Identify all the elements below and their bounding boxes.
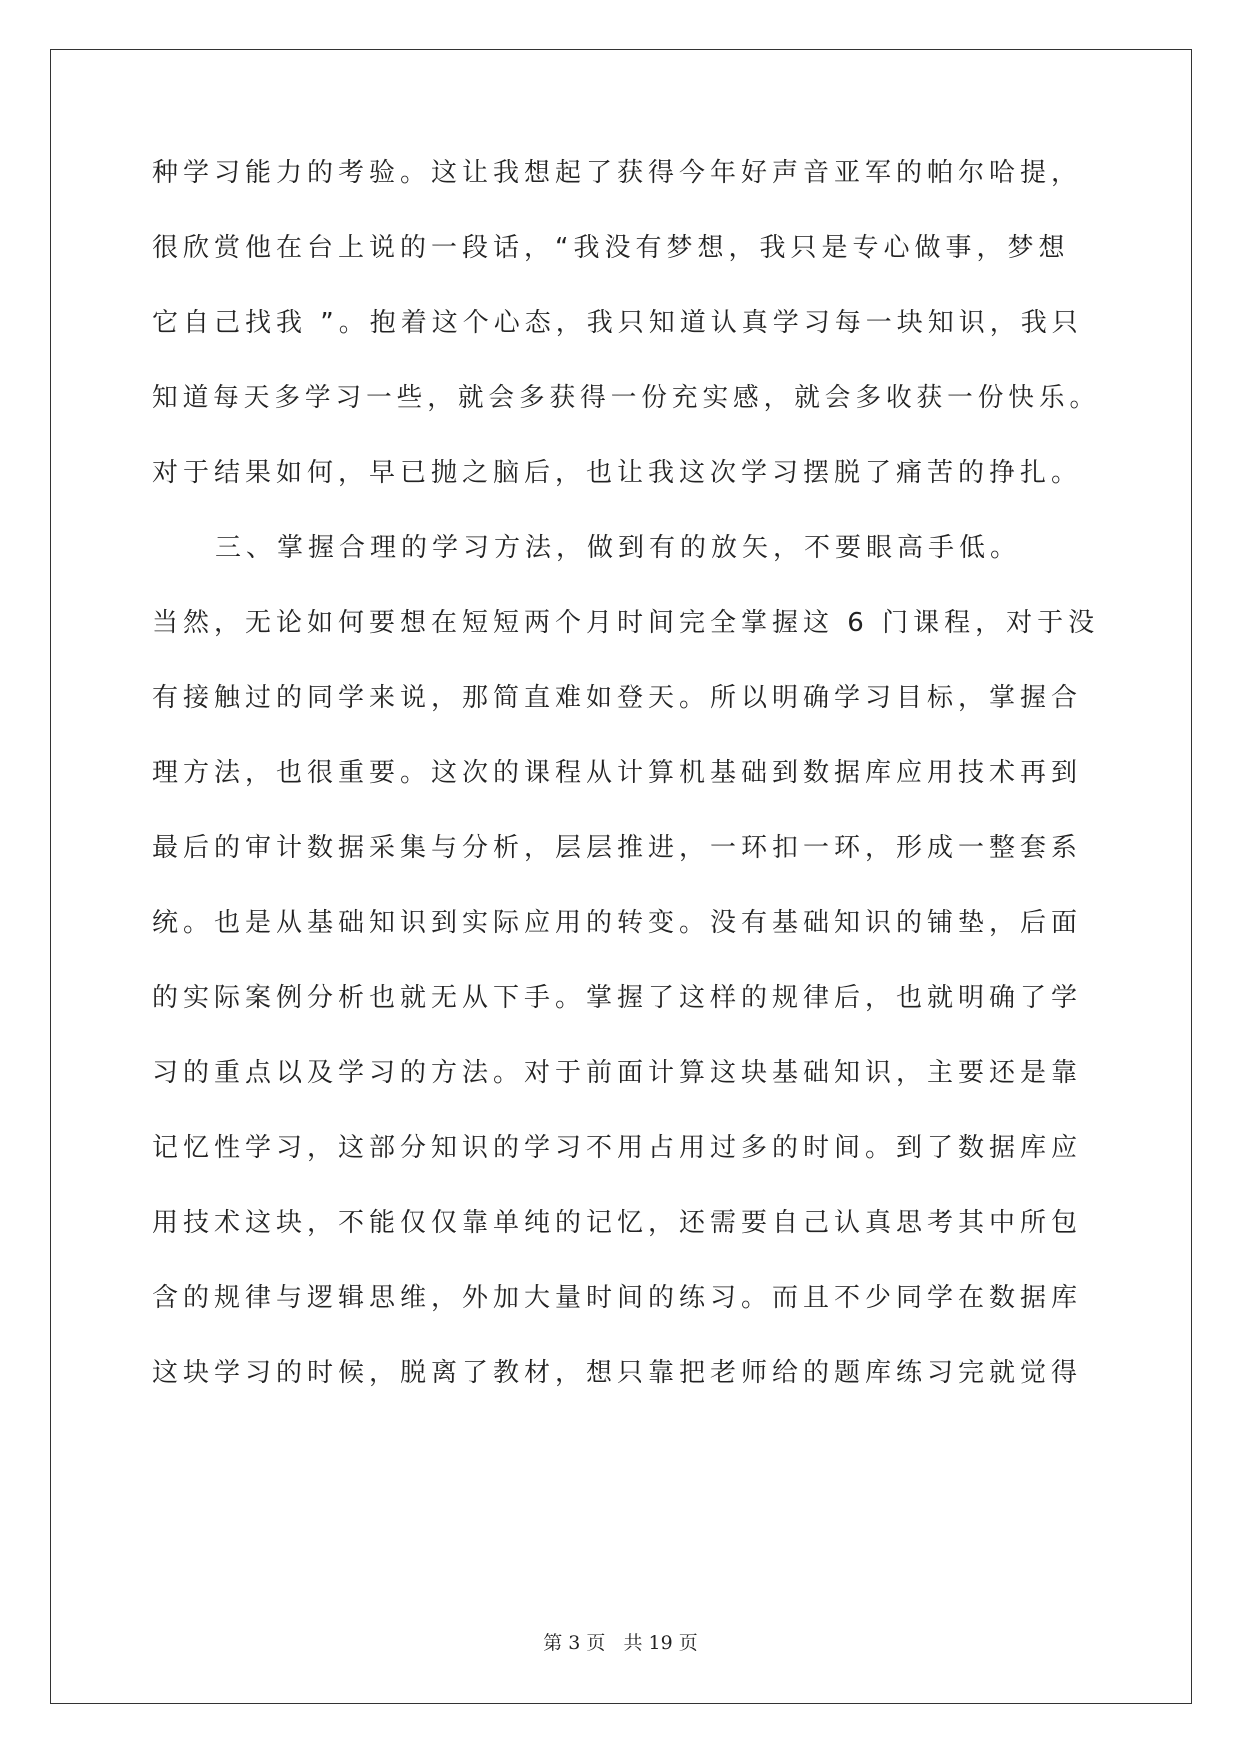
text-line: 当然，无论如何要想在短短两个月时间完全掌握这 6 门课程，对于没 <box>152 608 1100 638</box>
section-heading: 三、掌握合理的学习方法，做到有的放矢，不要眼高手低。 <box>215 533 1022 563</box>
page-border <box>50 49 1192 1704</box>
text-line: 理方法，也很重要。这次的课程从计算机基础到数据库应用技术再到 <box>152 758 1083 788</box>
page-total: 共 19 页 <box>623 1632 698 1654</box>
text-line: 含的规律与逻辑思维，外加大量时间的练习。而且不少同学在数据库 <box>152 1283 1083 1313</box>
page-footer <box>0 1628 1241 1655</box>
text-line: 的实际案例分析也就无从下手。掌握了这样的规律后，也就明确了学 <box>152 983 1083 1013</box>
text-line: 记忆性学习，这部分知识的学习不用占用过多的时间。到了数据库应 <box>152 1133 1083 1163</box>
text-line: 这块学习的时候，脱离了教材，想只靠把老师给的题库练习完就觉得 <box>152 1358 1083 1388</box>
text-line: 很欣赏他在台上说的一段话，“我没有梦想，我只是专心做事，梦想 <box>152 233 1070 263</box>
page-number: 第 3 页 <box>543 1632 606 1654</box>
text-line: 种学习能力的考验。这让我想起了获得今年好声音亚军的帕尔哈提， <box>152 158 1083 188</box>
text-line: 它自己找我 ”。抱着这个心态，我只知道认真学习每一块知识，我只 <box>152 308 1083 338</box>
text-line: 统。也是从基础知识到实际应用的转变。没有基础知识的铺垫，后面 <box>152 908 1083 938</box>
text-line: 最后的审计数据采集与分析，层层推进，一环扣一环，形成一整套系 <box>152 833 1083 863</box>
text-line: 习的重点以及学习的方法。对于前面计算这块基础知识，主要还是靠 <box>152 1058 1083 1088</box>
text-line: 对于结果如何，早已抛之脑后，也让我这次学习摆脱了痛苦的挣扎。 <box>152 458 1083 488</box>
text-line: 用技术这块，不能仅仅靠单纯的记忆，还需要自己认真思考其中所包 <box>152 1208 1083 1238</box>
text-line: 有接触过的同学来说，那简直难如登天。所以明确学习目标，掌握合 <box>152 683 1083 713</box>
text-line: 知道每天多学习一些，就会多获得一份充实感，就会多收获一份快乐。 <box>152 383 1101 413</box>
